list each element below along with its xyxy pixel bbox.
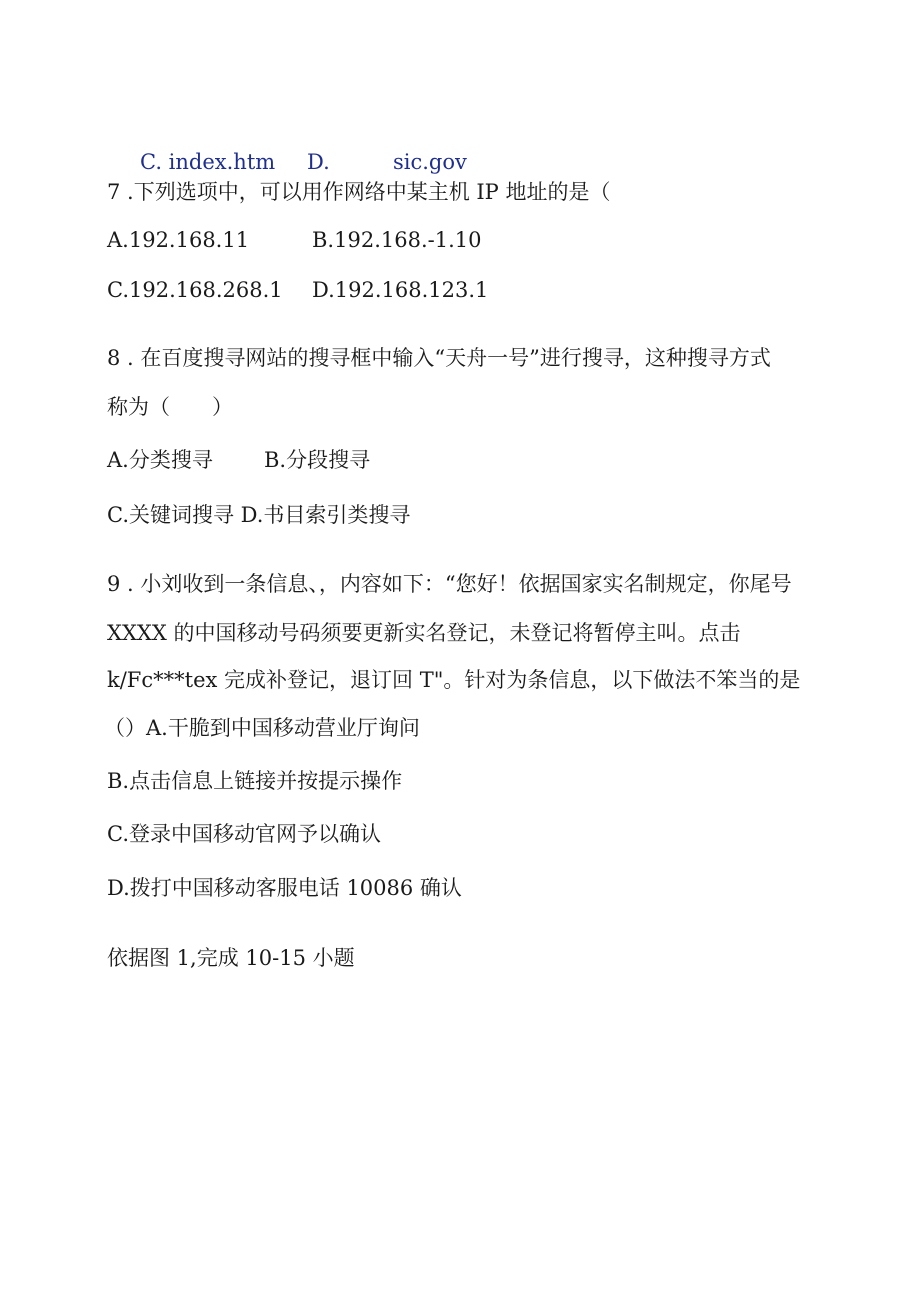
q8-stem-line1: 8 . 在百度搜寻网站的搜寻框中输入“天舟一号”进行搜寻，这种搜寻方式 <box>107 346 771 370</box>
q9-option-a-line: （）A.干脆到中国移动营业厅询问 <box>104 716 420 740</box>
q6-option-d-prefix <box>307 148 330 176</box>
q8-option-b: B.分段搜寻 <box>264 448 371 472</box>
q9-stem-line1: 9 . 小刘收到一条信息、，内容如下：“您好！依据国家实名制规定，你尾号 <box>107 572 792 596</box>
q6-option-d-value <box>393 148 467 176</box>
q9-option-b: B.点击信息上链接并按提示操作 <box>107 769 403 793</box>
q9-stem-line2: XXXX 的中国移动号码须要更新实名登记，未登记将暂停主叫。点击 <box>107 621 741 645</box>
q8-option-cd: C.关键词搜寻 D.书目索引类搜寻 <box>107 503 411 527</box>
q7-option-c: C.192.168.268.1 <box>107 278 283 302</box>
q6-options-row <box>140 148 275 176</box>
q6-option-d-text: sic.gov <box>393 150 467 174</box>
q8-stem-line2: 称为（ ） <box>107 395 233 419</box>
q9-stem-line3: k/Fc***tex 完成补登记，退订回 T"。针对为条信息，以下做法不笨当的是 <box>107 668 801 692</box>
q7-option-b: B.192.168.-1.10 <box>312 228 482 252</box>
q6-option-d-label: D. <box>307 150 330 174</box>
section-instruction: 依据图 1,完成 10-15 小题 <box>107 946 355 970</box>
q7-option-a: A.192.168.11 <box>107 228 250 252</box>
q9-option-c: C.登录中国移动官网予以确认 <box>107 822 381 846</box>
q8-option-a: A.分类搜寻 <box>107 448 213 472</box>
q9-option-d: D.拨打中国移动客服电话 10086 确认 <box>107 876 462 900</box>
q7-stem: 7 .下列选项中，可以用作网络中某主机 IP 地址的是（ <box>107 180 611 204</box>
q6-option-c: C. index.htm <box>140 150 276 174</box>
q7-option-d: D.192.168.123.1 <box>312 278 489 302</box>
